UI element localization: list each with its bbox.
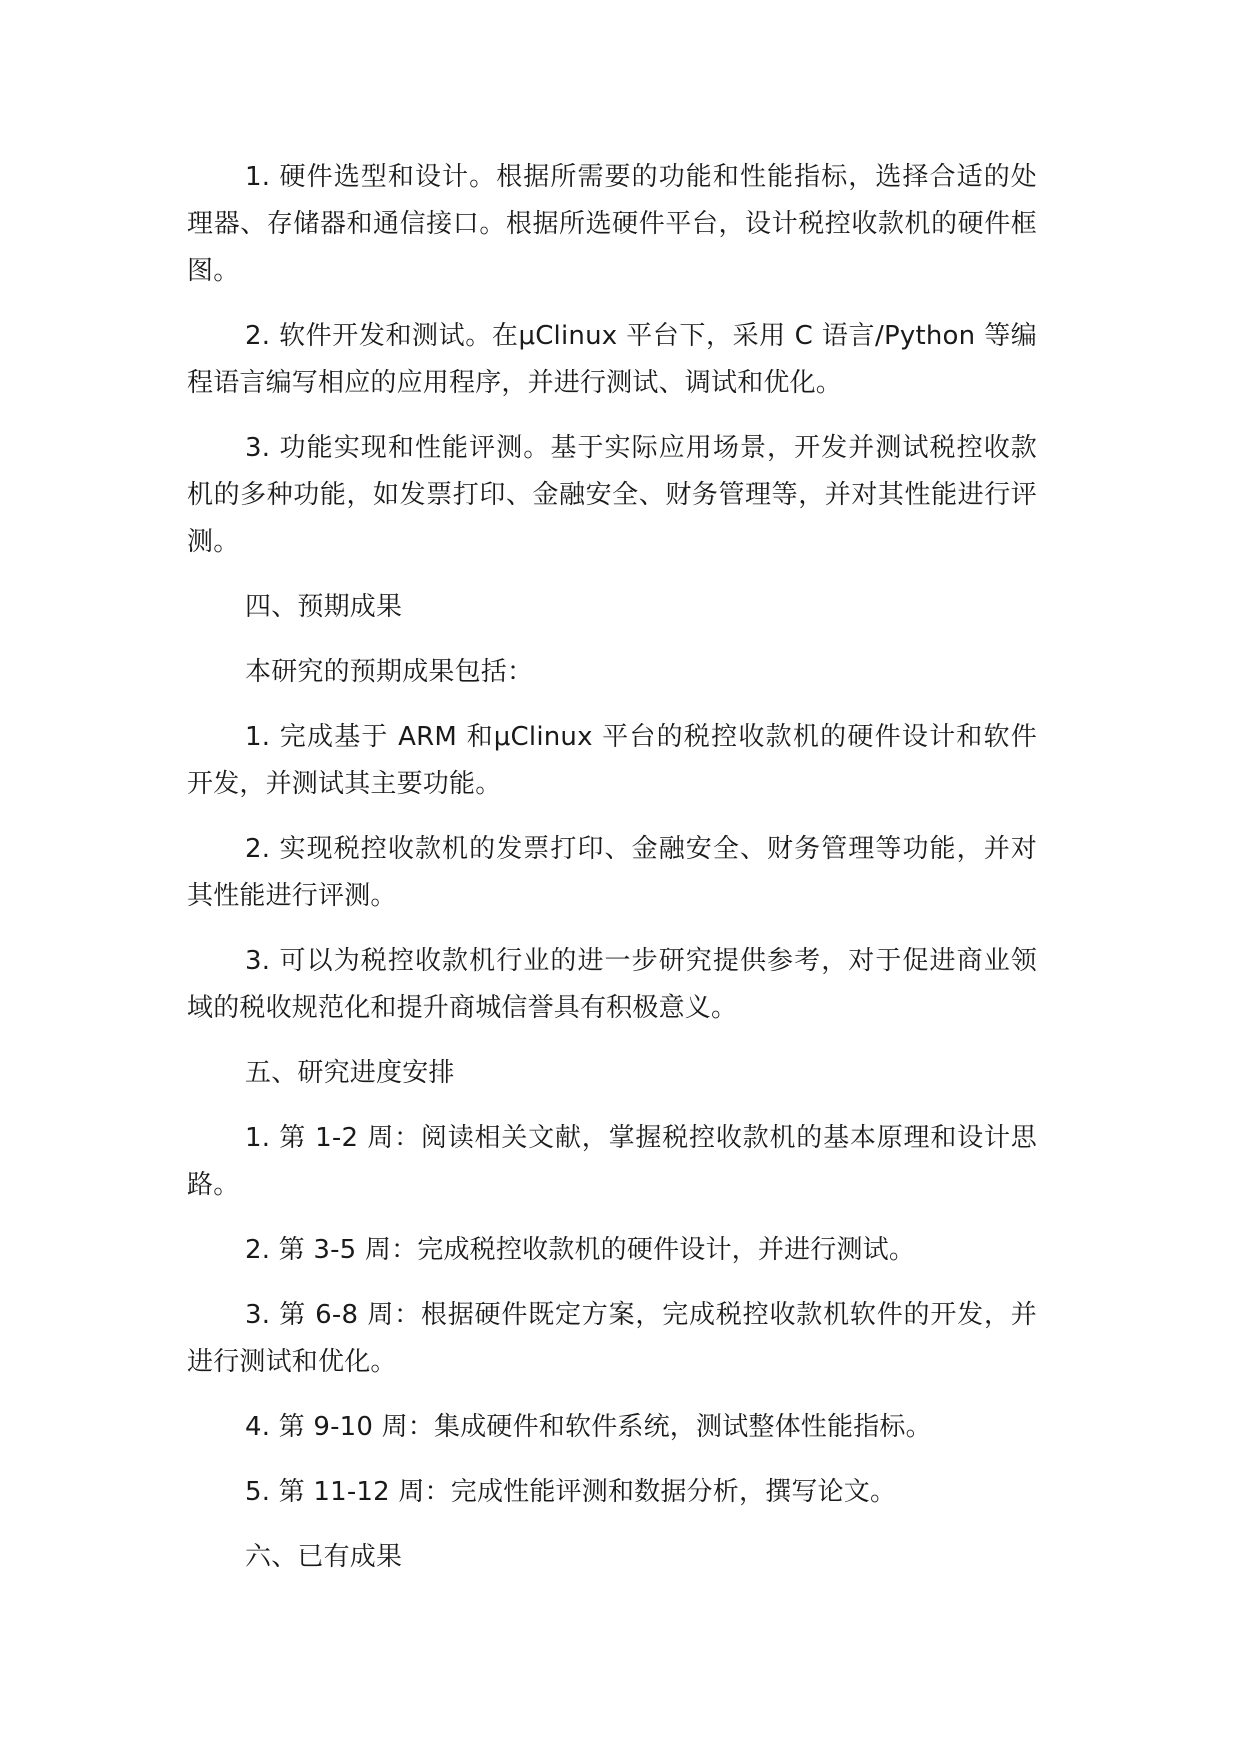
list-item-schedule-5: 5. 第 11-12 周：完成性能评测和数据分析，撰写论文。 (245, 1477, 897, 1507)
paragraph-results-intro: 本研究的预期成果包括： (245, 657, 534, 687)
list-item-schedule-1: 1. 第 1-2 周：阅读相关文献，掌握税控收款机的基本原理和设计思路。 (187, 1123, 1037, 1200)
document-body (187, 154, 1037, 1599)
list-item-schedule-3: 3. 第 6-8 周：根据硬件既定方案，完成税控收款机软件的开发，并进行测试和优化。 (187, 1300, 1037, 1377)
section-heading-schedule: 五、研究进度安排 (245, 1058, 455, 1088)
section-heading-expected-results: 四、预期成果 (245, 592, 403, 622)
paragraph-software-development: 2. 软件开发和测试。在μClinux 平台下，采用 C 语言/Python 等编程语言编写相应的应用程序，并进行测试、调试和优化。 (187, 321, 1037, 398)
list-item-schedule-4: 4. 第 9-10 周：集成硬件和软件系统，测试整体性能指标。 (245, 1412, 932, 1442)
list-item-result-2: 2. 实现税控收款机的发票打印、金融安全、财务管理等功能，并对其性能进行评测。 (187, 834, 1037, 911)
section-heading-existing-results: 六、已有成果 (245, 1542, 403, 1572)
list-item-result-3: 3. 可以为税控收款机行业的进一步研究提供参考，对于促进商业领域的税收规范化和提升商城信誉具有积极意义。 (187, 946, 1037, 1023)
list-item-schedule-2: 2. 第 3-5 周：完成税控收款机的硬件设计，并进行测试。 (245, 1235, 916, 1265)
paragraph-function-evaluation: 3. 功能实现和性能评测。基于实际应用场景，开发并测试税控收款机的多种功能，如发票打印、金融安全、财务管理等，并对其性能进行评测。 (187, 433, 1037, 557)
list-item-result-1: 1. 完成基于 ARM 和μClinux 平台的税控收款机的硬件设计和软件开发，并测试其主要功能。 (187, 722, 1037, 799)
paragraph-hardware-design: 1. 硬件选型和设计。根据所需要的功能和性能指标，选择合适的处理器、存储器和通信接口。根据所选硬件平台，设计税控收款机的硬件框图。 (187, 162, 1037, 286)
